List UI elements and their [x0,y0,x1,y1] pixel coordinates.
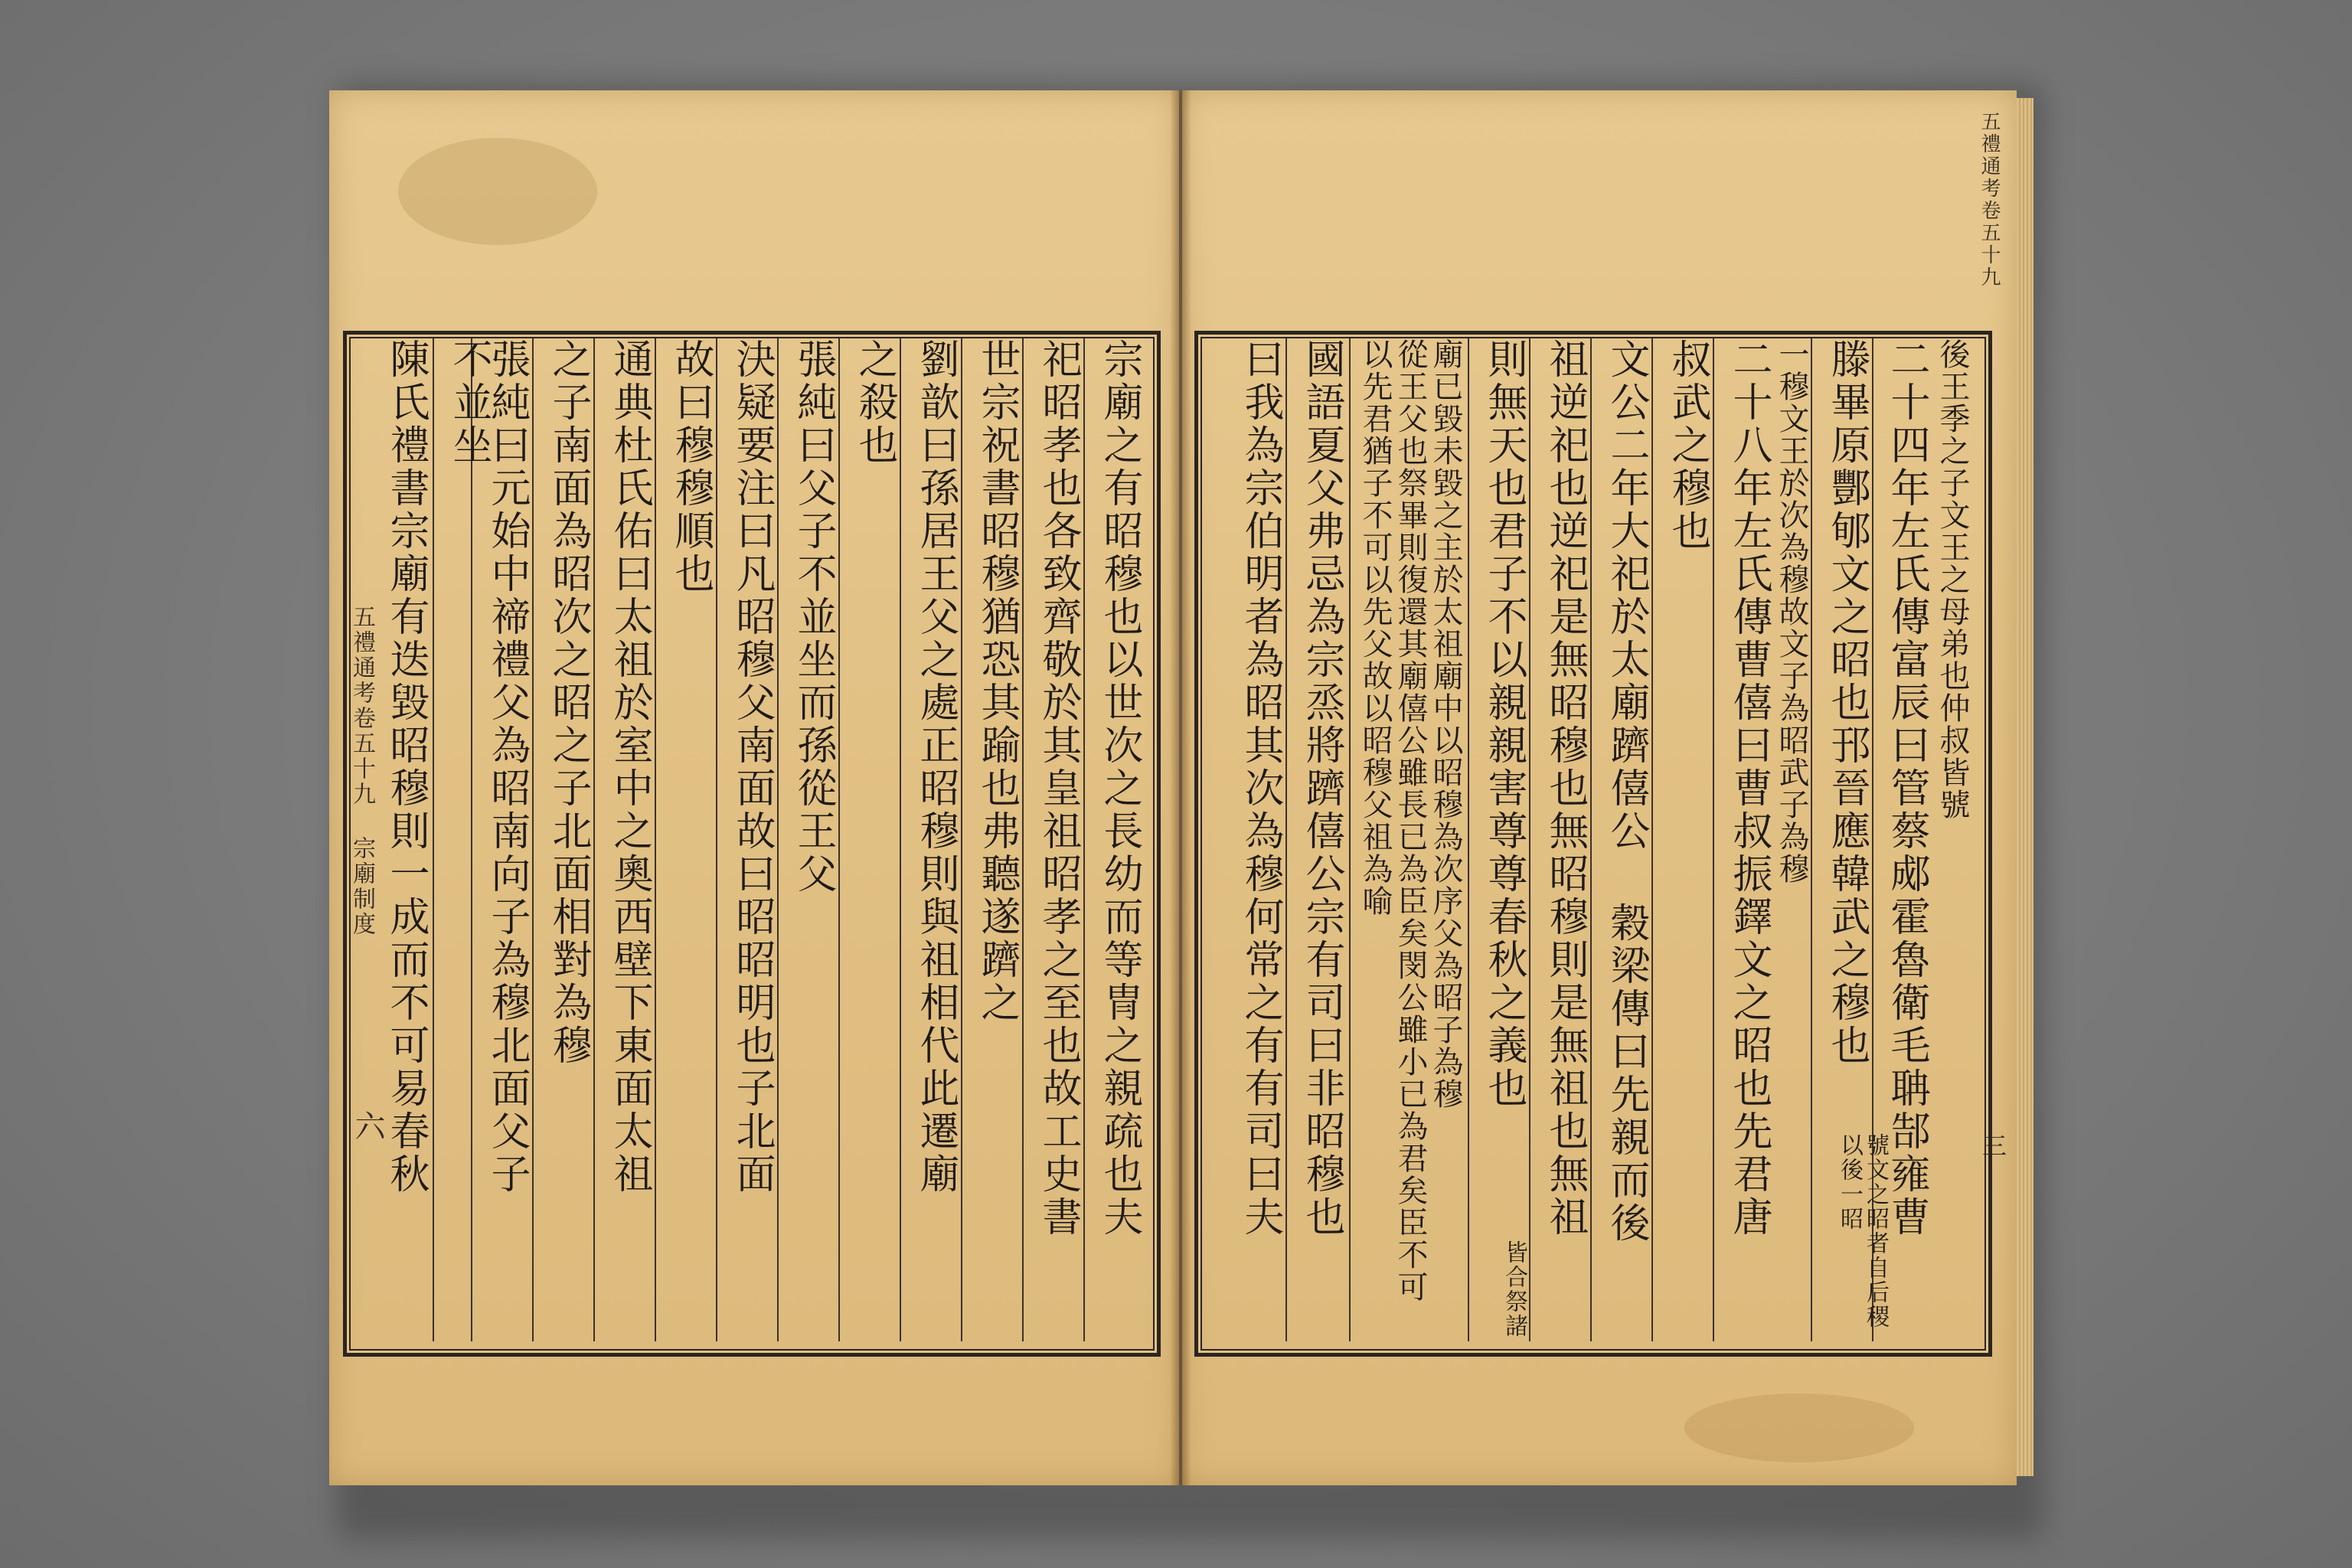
right-column-5: 文公二年大祀於太廟躋僖公 穀梁傳曰先親而後 [1603,338,1649,1245]
right-column-9: 曰我為宗伯明者為昭其次為穆何常之有有司曰夫 [1237,338,1283,1239]
left-column-11: 張純曰元始中禘禮父為昭南向子為穆北面父子 [484,338,530,1196]
right-column-2: 滕畢原酆郇文之昭也邘晉應韓武之穆也 [1824,338,1870,1067]
right-note-4: 從王父也祭畢則復還其廟僖公雖長已為臣矣閔公雖小已為君矣臣不可 [1393,338,1428,1303]
column-rule [593,338,595,1341]
right-note-6: 號文之昭者自后稷以後一昭 [1836,1133,1889,1329]
column-rule [1713,338,1714,1341]
column-rule [1349,338,1351,1341]
column-rule [532,338,534,1341]
column-rule [1651,338,1653,1341]
column-rule [1811,338,1812,1341]
column-rule [655,338,656,1341]
left-page-number: 六 [350,1110,385,1141]
left-column-12: 不並坐 [446,338,492,467]
column-rule [1468,338,1469,1341]
column-rule [961,338,962,1341]
right-note-3: 廟已毀未毀之主於太祖廟中以昭穆為次序父為昭子為穆 [1428,338,1463,1110]
right-note-1: 後王季之子文王之母弟也仲叔皆號 [1935,338,1970,821]
left-column-1: 宗廟之有昭穆也以世次之長幼而等冑之親疏也夫 [1096,338,1142,1239]
left-column-6: 張純曰父子不並坐而孫從王父 [790,338,836,896]
column-rule [1022,338,1024,1341]
column-rule [777,338,779,1341]
left-column-7: 決疑要注曰凡昭穆父南面故曰昭昭明也子北面 [729,338,775,1196]
left-column-10: 之子南面為昭次之昭之子北面相對為穆 [545,338,591,1067]
column-rule [716,338,717,1341]
right-column-3: 二十八年左氏傳曹僖曰曹叔振鐸文之昭也先君唐 [1726,338,1772,1239]
column-rule [433,338,434,1341]
right-column-6: 祖逆祀也逆祀是無昭穆也無昭穆則是無祖也無祖 [1542,338,1588,1239]
right-page-number: 三 [1978,1133,2007,1158]
left-column-13: 陳氏禮書宗廟有迭毀昭穆則一成而不可易春秋 [383,338,429,1196]
column-rule [900,338,901,1341]
right-note-2: 一穆文王於次為穆故文子為昭武子為穆 [1774,338,1809,885]
book-gutter [1170,90,1191,1485]
left-column-4: 劉歆曰孫居王父之處正昭穆則與祖相代此遷廟 [913,338,959,1196]
left-column-8: 故曰穆穆順也 [668,338,714,596]
left-edge-label: 五禮通考卷五十九 宗廟制度 [348,605,375,937]
column-rule [1285,338,1287,1341]
left-column-5: 之殺也 [851,338,897,467]
column-rule [1590,338,1592,1341]
right-edge-label: 五禮通考卷五十九 [1978,111,2001,289]
column-rule [1529,338,1530,1341]
left-column-2: 祀昭孝也各致齊敬於其皇祖昭孝之至也故工史書 [1035,338,1081,1239]
paper-stain [398,138,597,245]
column-rule [838,338,840,1341]
paper-stain [1684,1393,1914,1462]
right-note-7: 皆合祭諸 [1501,1240,1527,1338]
right-column-1: 二十四年左氏傳富辰曰管蔡郕霍魯衛毛聃郜雍曹 [1883,338,1929,1239]
right-column-4: 叔武之穆也 [1664,338,1710,553]
column-rule [1083,338,1085,1341]
left-column-9: 通典杜氏佑曰太祖於室中之奧西壁下東面太祖 [606,338,652,1196]
right-note-5: 以先君猶子不可以先父故以昭穆父祖為喻 [1357,338,1393,917]
left-column-3: 世宗祝書昭穆猶恐其踰也弗聽遂躋之 [974,338,1020,1024]
right-column-7: 則無天也君子不以親親害尊尊春秋之義也 [1481,338,1527,1110]
right-column-8: 國語夏父弗忌為宗烝將躋僖公宗有司曰非昭穆也 [1298,338,1344,1239]
